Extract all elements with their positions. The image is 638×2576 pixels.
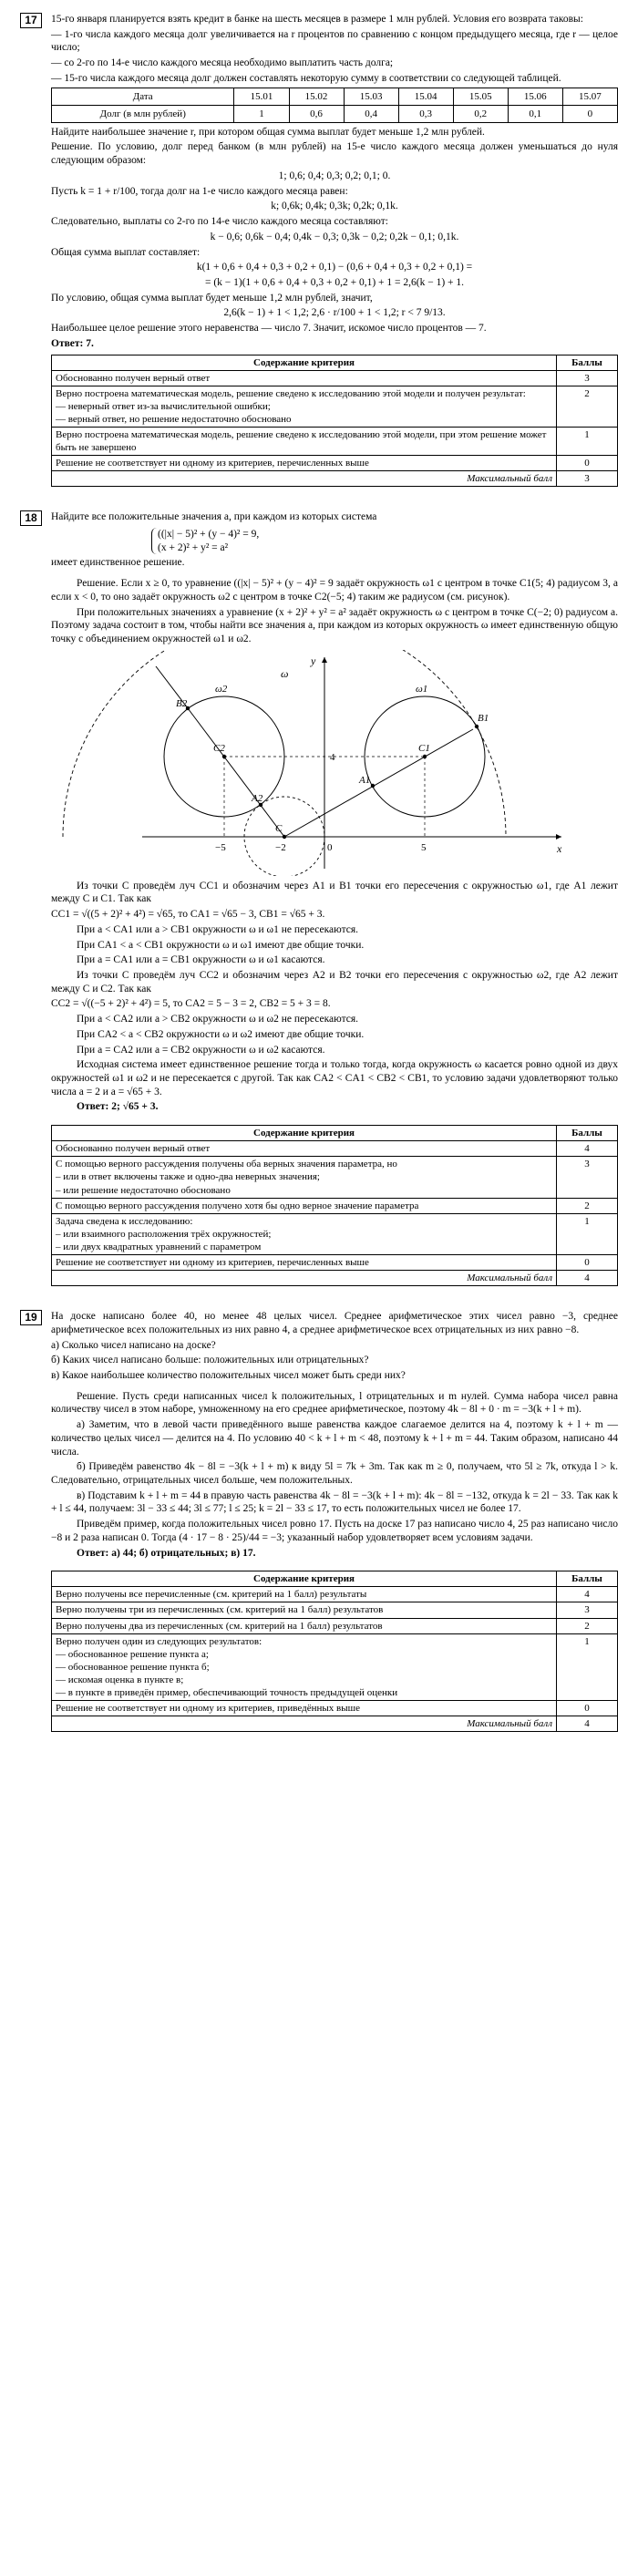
criteria-header: Содержание критерия bbox=[52, 355, 557, 370]
criteria-header: Содержание критерия bbox=[52, 1126, 557, 1141]
criteria-text: С помощью верного рассуждения получены оба верных значения параметра, но – или в ответ включены также и одно-два неверных значения; – или решение недостаточно обосновано bbox=[52, 1157, 557, 1198]
criteria-text: Решение не соответствует ни одному из критериев, перечисленных выше bbox=[52, 1254, 557, 1270]
label-C1: C1 bbox=[418, 742, 430, 754]
axis-label-y: y bbox=[311, 654, 316, 667]
table-cell: 0,2 bbox=[453, 105, 508, 122]
label-B2: B2 bbox=[176, 697, 188, 709]
label-C2: C2 bbox=[213, 742, 225, 754]
criteria-text: Решение не соответствует ни одному из критериев, перечисленных выше bbox=[52, 456, 557, 471]
criteria-score: 3 bbox=[557, 1157, 618, 1198]
solution-text: Из точки C проведём луч CC1 и обозначим через A1 и B1 точки его пересечения с окружностью ω1, где A1 лежит между C и C1. Так как bbox=[51, 880, 618, 905]
solution-text: Решение. По условию, долг перед банком (в млн рублей) на 15-е число каждого месяца должен уменьшаться до нуля следующим образом: bbox=[51, 141, 618, 167]
solution-text: Решение. Если x ≥ 0, то уравнение ((|x| − 5)² + (y − 4)² = 9 задаёт окружность ω1 с центром в точке C1(5; 4) радиусом 3, а если x < 0, то оно задаёт окружность ω2 с центром в точке C2(−5; 4) таким же радиусом (см. рисунок). bbox=[51, 578, 618, 603]
solution-text: При CA2 < a < CB2 окружности ω и ω2 имеют две общие точки. bbox=[77, 1028, 365, 1040]
criteria-score: 2 bbox=[557, 386, 618, 427]
score-header: Баллы bbox=[557, 355, 618, 370]
label-A1: A1 bbox=[359, 774, 371, 786]
label-omega2: ω2 bbox=[215, 683, 228, 695]
criteria-text: Решение не соответствует ни одному из критериев, приведённых выше bbox=[52, 1700, 557, 1716]
solution-text: k(1 + 0,6 + 0,4 + 0,3 + 0,2 + 0,1) − (0,6 + 0,4 + 0,3 + 0,2 + 0,1) = bbox=[196, 262, 473, 273]
condition-text: в) Какое наибольшее количество положительных чисел может быть среди них? bbox=[51, 1369, 406, 1381]
table-cell: 1 bbox=[234, 105, 289, 122]
criteria-score: 1 bbox=[557, 1633, 618, 1700]
solution-text: Решение. Пусть среди написанных чисел k положительных, l отрицательных и m нулей. Сумма набора чисел равна количеству чисел в этом наборе, умноженному на его среднее арифметическое, поэтому 4k − 8l + 0 · m = −3(k + l + m). bbox=[51, 1390, 618, 1416]
tick-5: 5 bbox=[421, 841, 427, 853]
solution-text: CC1 = √((5 + 2)² + 4²) = √65, то CA1 = √65 − 3, CB1 = √65 + 3. bbox=[51, 909, 325, 921]
label-omega: ω bbox=[281, 666, 289, 680]
criteria-score: 0 bbox=[557, 1254, 618, 1270]
criteria-text: Верно построена математическая модель, решение сведено к исследованию этой модели и получен результат: — неверный ответ из-за вычислительной ошибки; — верный ответ, но решение недостаточно обосновано bbox=[52, 386, 557, 427]
criteria-text: Верно получены все перечисленные (см. критерий на 1 балл) результаты bbox=[52, 1587, 557, 1602]
solution-text: CC2 = √((−5 + 2)² + 4²) = 5, то CA2 = 5 − 3 = 2, CB2 = 5 + 3 = 8. bbox=[51, 998, 331, 1010]
criteria-table bbox=[51, 1571, 618, 1732]
task-number: 17 bbox=[20, 13, 42, 28]
solution-text: k − 0,6; 0,6k − 0,4; 0,4k − 0,3; 0,3k − 0,2; 0,2k − 0,1; 0,1k. bbox=[210, 231, 459, 242]
criteria-text: С помощью верного рассуждения получено хотя бы одно верное значение параметра bbox=[52, 1198, 557, 1213]
question-text: имеет единственное решение. bbox=[51, 557, 185, 569]
equation-system bbox=[151, 528, 259, 554]
solution-text: Приведём пример, когда положительных чисел ровно 17. Пусть на доске 17 раз написано число 4, 25 раз написано число −8 и 2 раза написан 0. Тогда (4 · 17 − 8 · 25)/44 = −3; указанный набор удовлетворяет всем условиям задачи. bbox=[51, 1519, 618, 1543]
table-cell: Долг (в млн рублей) bbox=[52, 105, 234, 122]
max-score: 3 bbox=[557, 471, 618, 487]
solution-text: Следовательно, выплаты со 2-го по 14-е число каждого месяца составляют: bbox=[51, 216, 388, 228]
condition-text: На доске написано более 40, но менее 48 целых чисел. Среднее арифметическое этих чисел равно −3, среднее арифметическое всех положительных из них равно 4, а среднее арифметическое всех отрицательных из них равно −8. bbox=[51, 1311, 618, 1335]
circles-figure bbox=[51, 650, 634, 876]
solution-text: в) Подставим k + l + m = 44 в правую часть равенства 4k − 8l = −3(k + l + m): 4k − 8l = −132, откуда k = 2l − 33. Так как k + l ≤ 44, получаем: 3l − 33 ≤ 44; 3l ≤ 77; l ≤ 25; k = 2l − 33 ≤ 17, то есть положительных чисел не более 17. bbox=[51, 1489, 618, 1515]
criteria-score: 1 bbox=[557, 1213, 618, 1254]
solution-text: б) Приведём равенство 4k − 8l = −3(k + l + m) к виду 5l = 7k + 3m. Так как m ≥ 0, получаем, что 5l ≥ 7k, откуда l > k. Следовательно, отрицательных чисел больше, чем положительных. bbox=[51, 1461, 618, 1486]
solution-text: При CA1 < a < CB1 окружности ω и ω1 имеют две общие точки. bbox=[77, 939, 365, 951]
criteria-score: 3 bbox=[557, 370, 618, 386]
criteria-table bbox=[51, 355, 618, 488]
criteria-score: 2 bbox=[557, 1198, 618, 1213]
table-cell: 15.06 bbox=[508, 88, 562, 105]
max-score-label: Максимальный балл bbox=[52, 471, 557, 487]
condition-text: — 15-го числа каждого месяца долг должен составлять некоторую сумму в соответствии со следующей таблицей. bbox=[51, 72, 561, 84]
condition-text: — со 2-го по 14-е число каждого месяца необходимо выплатить часть долга; bbox=[51, 57, 394, 69]
solution-text: При a < CA2 или a > CB2 окружности ω и ω2 не пересекаются. bbox=[77, 1014, 359, 1025]
criteria-score: 4 bbox=[557, 1587, 618, 1602]
criteria-text: Верно получены два из перечисленных (см. критерий на 1 балл) результатов bbox=[52, 1618, 557, 1633]
criteria-score: 1 bbox=[557, 427, 618, 455]
solution-text: а) Заметим, что в левой части приведённого выше равенства каждое слагаемое делится на 4, поэтому k + l + m — количество целых чисел — делится на 4. По условию 40 < k + l + m < 48, поэтому k + l + m = 44. Таким образом, написано 44 числа. bbox=[51, 1419, 618, 1458]
table-cell: 15.01 bbox=[234, 88, 289, 105]
table-cell: 15.04 bbox=[398, 88, 453, 105]
solution-text: Наибольшее целое решение этого неравенства — число 7. Значит, искомое число процентов — 7. bbox=[51, 323, 487, 335]
table-cell: 0,6 bbox=[289, 105, 344, 122]
solution-text: Пусть k = 1 + r/100, тогда долг на 1-е число каждого месяца равен: bbox=[51, 185, 348, 197]
task-number: 19 bbox=[20, 1310, 42, 1325]
solution-text: Из точки C проведём луч CC2 и обозначим через A2 и B2 точки его пересечения с окружностью ω2, где A2 лежит между C и C2. Так как bbox=[51, 970, 618, 994]
score-header: Баллы bbox=[557, 1571, 618, 1587]
criteria-score: 0 bbox=[557, 456, 618, 471]
task-19 bbox=[20, 1310, 618, 1732]
table-cell: 15.07 bbox=[562, 88, 617, 105]
solution-text: 2,6(k − 1) + 1 < 1,2; 2,6 · r/100 + 1 < 1,2; r < 7 9/13. bbox=[223, 307, 446, 319]
criteria-text: Верно получены три из перечисленных (см. критерий на 1 балл) результатов bbox=[52, 1602, 557, 1618]
table-cell: Дата bbox=[52, 88, 234, 105]
answer-text: Ответ: 7. bbox=[51, 337, 94, 349]
table-cell: 0,3 bbox=[398, 105, 453, 122]
solution-text: При a = CA1 или a = CB1 окружности ω и ω1 касаются. bbox=[77, 954, 325, 966]
answer-text: Ответ: а) 44; б) отрицательных; в) 17. bbox=[77, 1547, 256, 1559]
criteria-text: Задача сведена к исследованию: – или взаимного расположения трёх окружностей; – или двух квадратных уравнений с параметром bbox=[52, 1213, 557, 1254]
tick-4: 4 bbox=[330, 751, 335, 763]
criteria-score: 2 bbox=[557, 1618, 618, 1633]
condition-text: а) Сколько чисел написано на доске? bbox=[51, 1339, 216, 1351]
score-header: Баллы bbox=[557, 1126, 618, 1141]
table-cell: 0,4 bbox=[344, 105, 398, 122]
question-text: Найдите все положительные значения a, при каждом из которых система bbox=[51, 511, 377, 523]
label-C: C bbox=[275, 822, 283, 834]
document-page bbox=[20, 13, 618, 1752]
table-cell: 15.05 bbox=[453, 88, 508, 105]
criteria-score: 4 bbox=[557, 1141, 618, 1157]
criteria-header: Содержание критерия bbox=[52, 1571, 557, 1587]
task-18 bbox=[20, 510, 618, 1286]
criteria-text: Обоснованно получен верный ответ bbox=[52, 370, 557, 386]
solution-text: = (k − 1)(1 + 0,6 + 0,4 + 0,3 + 0,2 + 0,1) + 1 = 2,6(k − 1) + 1. bbox=[204, 276, 465, 288]
table-cell: 0,1 bbox=[508, 105, 562, 122]
solution-text: При a < CA1 или a > CB1 окружности ω и ω1 не пересекаются. bbox=[77, 923, 359, 935]
table-cell: 15.02 bbox=[289, 88, 344, 105]
criteria-score: 3 bbox=[557, 1602, 618, 1618]
task-17 bbox=[20, 13, 618, 487]
solution-text: Исходная система имеет единственное решение тогда и только тогда, когда окружность ω касается ровно одной из двух окружностей ω1 и ω2 и не пересекается с другой. Так как CA2 < CA1 < CB2 < CB1, то условию задачи удовлетворяют только числа a = 2 и a = √65 + 3. bbox=[51, 1059, 618, 1097]
label-A2: A2 bbox=[252, 792, 263, 804]
equation: (x + 2)² + y² = a² bbox=[158, 541, 229, 553]
criteria-text: Обоснованно получен верный ответ bbox=[52, 1141, 557, 1157]
solution-text: k; 0,6k; 0,4k; 0,3k; 0,2k; 0,1k. bbox=[271, 201, 398, 212]
condition-text: 15-го января планируется взять кредит в банке на шесть месяцев в размере 1 млн рублей. Условия его возврата таковы: bbox=[51, 14, 583, 25]
condition-text: б) Каких чисел написано больше: положительных или отрицательных? bbox=[51, 1355, 369, 1366]
tick-0: 0 bbox=[327, 841, 333, 853]
table-cell: 15.03 bbox=[344, 88, 398, 105]
criteria-score: 0 bbox=[557, 1700, 618, 1716]
max-score: 4 bbox=[557, 1270, 618, 1285]
question-text: Найдите наибольшее значение r, при котором общая сумма выплат будет меньше 1,2 млн рублей. bbox=[51, 126, 485, 138]
task-number: 18 bbox=[20, 510, 42, 526]
solution-text: Общая сумма выплат составляет: bbox=[51, 246, 201, 258]
max-score: 4 bbox=[557, 1716, 618, 1732]
criteria-text: Верно получен один из следующих результатов: — обоснованное решение пункта а; — обоснованное решение пункта б; — искомая оценка в пункте в; — в пункте в приведён пример, обеспечивающий точность предыдущей оценки bbox=[52, 1633, 557, 1700]
equation: ((|x| − 5)² + (y − 4)² = 9, bbox=[158, 528, 260, 540]
solution-text: При a = CA2 или a = CB2 окружности ω и ω2 касаются. bbox=[77, 1044, 325, 1056]
max-score-label: Максимальный балл bbox=[52, 1716, 557, 1732]
solution-text: При положительных значениях a уравнение (x + 2)² + y² = a² задаёт окружность ω с центром в точке C(−2; 0) радиусом a. Поэтому задача состоит в том, чтобы найти все значения a, при каждом из которых окружность ω имеет единственную общую точку с объединением окружностей ω1 и ω2. bbox=[51, 606, 618, 644]
criteria-text: Верно построена математическая модель, решение сведено к исследованию этой модели, при этом решение может быть не завершено bbox=[52, 427, 557, 455]
tick-minus2: −2 bbox=[275, 841, 286, 853]
debt-table bbox=[51, 88, 618, 123]
max-score-label: Максимальный балл bbox=[52, 1270, 557, 1285]
axis-label-x: x bbox=[557, 841, 562, 855]
solution-text: 1; 0,6; 0,4; 0,3; 0,2; 0,1; 0. bbox=[278, 170, 391, 181]
label-omega1: ω1 bbox=[416, 683, 428, 695]
condition-text: — 1-го числа каждого месяца долг увеличивается на r процентов по сравнению с концом предыдущего месяца, где r — целое число; bbox=[51, 28, 618, 54]
criteria-table bbox=[51, 1125, 618, 1286]
answer-text: Ответ: 2; √65 + 3. bbox=[77, 1101, 159, 1113]
tick-minus5: −5 bbox=[215, 841, 226, 853]
solution-text: По условию, общая сумма выплат будет меньше 1,2 млн рублей, значит, bbox=[51, 292, 373, 304]
label-B1: B1 bbox=[478, 712, 489, 724]
table-cell: 0 bbox=[562, 105, 617, 122]
